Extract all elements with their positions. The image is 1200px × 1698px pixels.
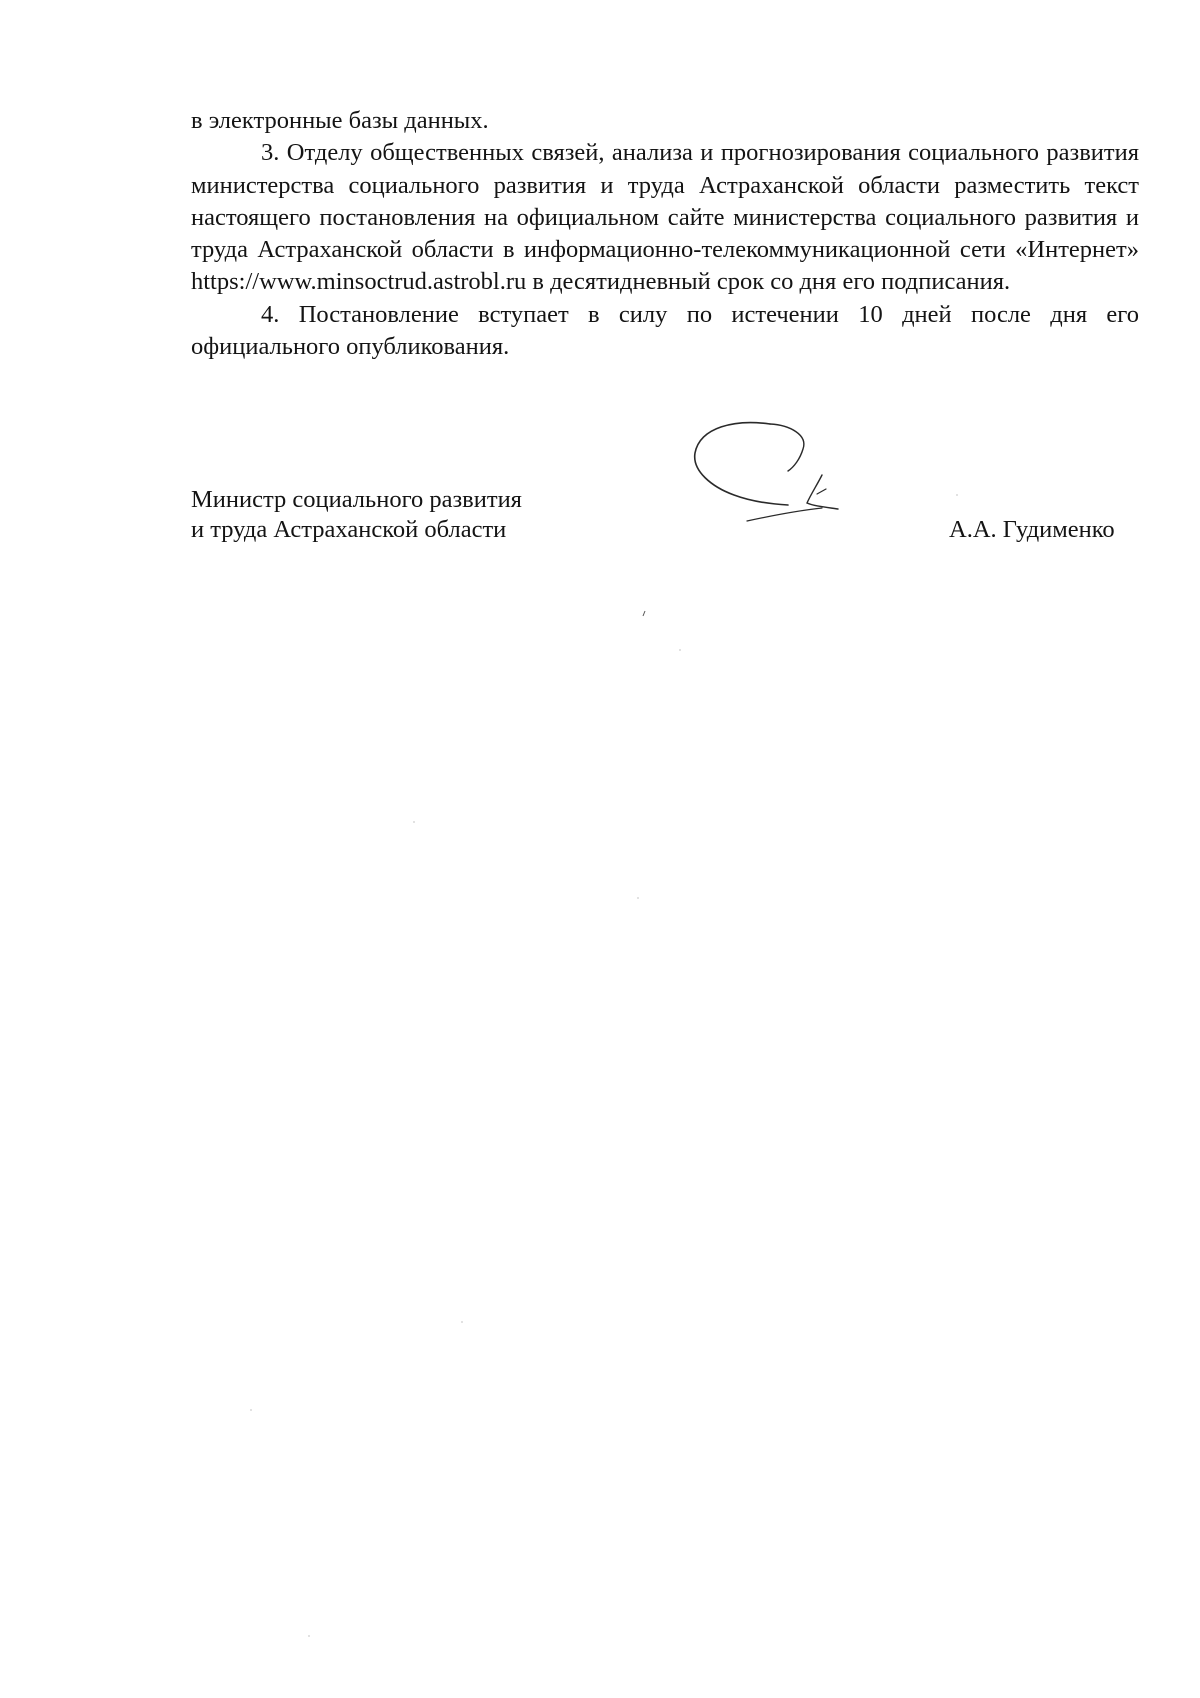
paragraph-continuation: в электронные базы данных. [191,107,489,134]
signatory-position-line-2: и труда Астраханской области [191,516,507,543]
paragraph-item-3: 3. Отделу общественных связей, анализа и прогнозирования социального развития министерства социального развития и труда Астраханской области разместить текст настоящего постановления на официальном сайте министерства социального развития и труда Астраханской области в информационно-телекоммуникационной сети «Интернет» https://www.minsoctrud.astrobl.ru в десятидневный срок со дня его подписания. [191,139,1139,296]
signatory-position-line-1: Министр социального развития [191,486,522,513]
handwritten-signature [690,415,860,545]
document-body [191,105,1139,363]
paragraph-item-4: 4. Постановление вступает в силу по истечении 10 дней после дня его официального опубликования. [191,300,1139,361]
signatory-position [191,485,522,545]
signatory-name: А.А. Гудименко [949,516,1115,543]
